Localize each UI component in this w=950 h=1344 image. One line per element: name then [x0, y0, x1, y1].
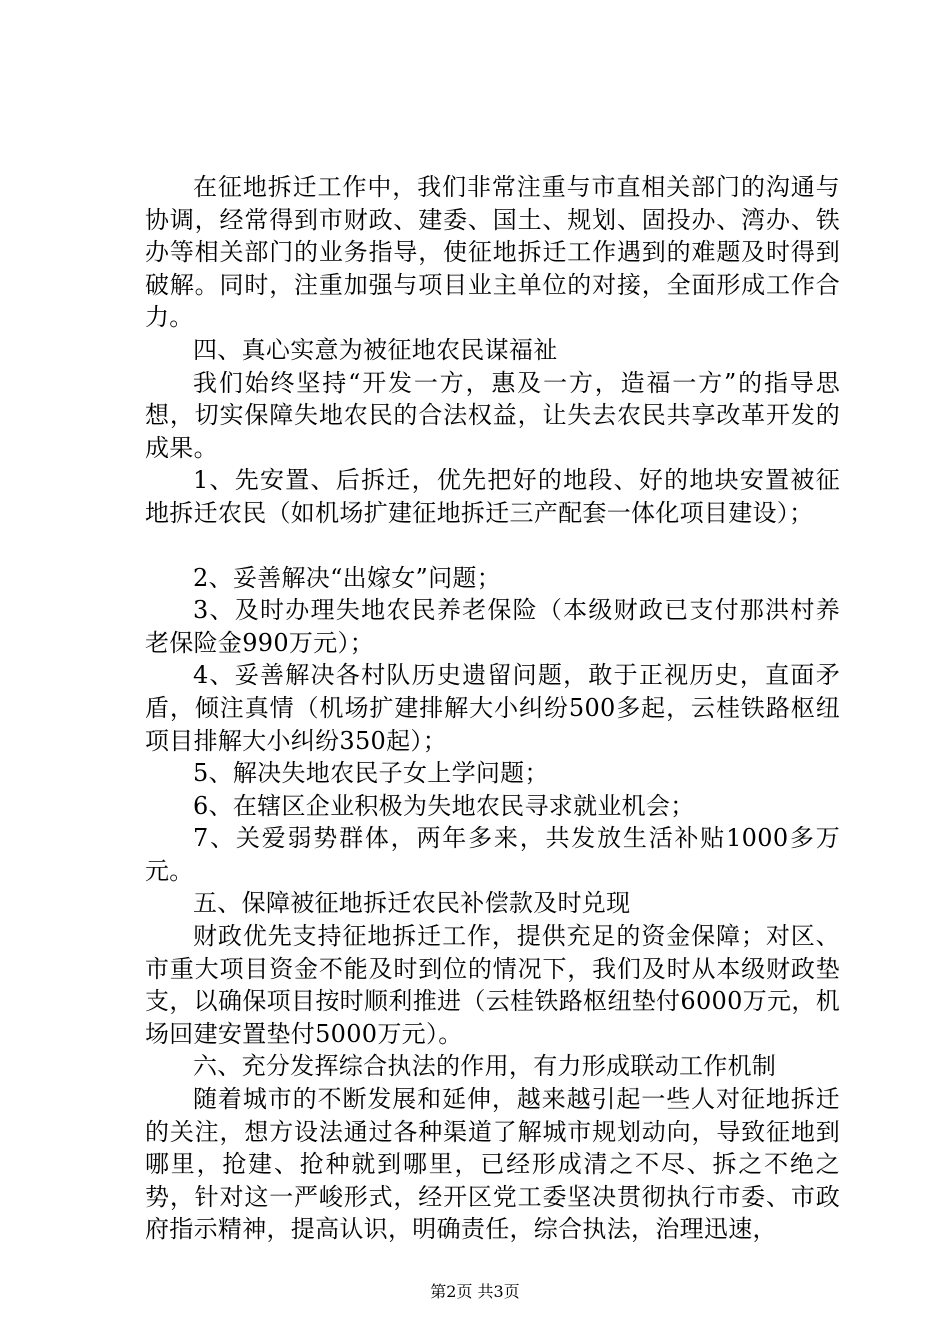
paragraph-guiding-thought: 我们始终坚持“开发一方，惠及一方，造福一方”的指导思想，切实保障失地农民的合法权益，让失去农民共享改革开发的成果。 — [145, 368, 840, 462]
section-heading-five: 五、保障被征地拆迁农民补偿款及时兑现 — [193, 889, 631, 918]
paragraph-coordination: 在征地拆迁工作中，我们非常注重与市直相关部门的沟通与协调，经常得到市财政、建委、国土、规划、固投办、湾办、铁办等相关部门的业务指导，使征地拆迁工作遇到的难题及时得到破解。同时，注重加强与项目业主单位的对接，全面形成工作合力。 — [145, 173, 840, 332]
section-heading-four: 四、真心实意为被征地农民谋福祉 — [193, 335, 558, 364]
list-item-6: 6、在辖区企业积极为失地农民寻求就业机会； — [193, 791, 695, 820]
list-item-3: 3、及时办理失地农民养老保险（本级财政已支付那洪村养老保险金990万元）； — [145, 596, 840, 657]
section-heading-six: 六、充分发挥综合执法的作用，有力形成联动工作机制 — [193, 1052, 777, 1081]
document-body — [145, 171, 840, 1246]
page-number: 第2页 共3页 — [430, 1282, 520, 1301]
list-item-2: 2、妥善解决“出嫁女”问题； — [193, 563, 502, 592]
list-item-7: 7、关爱弱势群体，两年多来，共发放生活补贴1000多万元。 — [145, 824, 840, 885]
paragraph-funding: 财政优先支持征地拆迁工作，提供充足的资金保障；对区、市重大项目资金不能及时到位的情况下，我们及时从本级财政垫支，以确保项目按时顺利推进（云桂铁路枢纽垫付6000万元，机场回建安置垫付5000万元）。 — [145, 922, 840, 1048]
paragraph-enforcement: 随着城市的不断发展和延伸，越来越引起一些人对征地拆迁的关注，想方设法通过各种渠道了解城市规划动向，导致征地到哪里，抢建、抢种就到哪里，已经形成清之不尽、拆之不绝之势，针对这一严峻形式，经开区党工委坚决贯彻执行市委、市政府指示精神，提高认识，明确责任，综合执法，治理迅速， — [145, 1085, 840, 1244]
list-item-1: 1、先安置、后拆迁，优先把好的地段、好的地块安置被征地拆迁农民（如机场扩建征地拆迁三产配套一体化项目建设）； — [145, 466, 840, 527]
list-item-4: 4、妥善解决各村队历史遗留问题，敢于正视历史，直面矛盾，倾注真情（机场扩建排解大小纠纷500多起，云桂铁路枢纽项目排解大小纠纷350起）； — [145, 661, 840, 755]
list-item-5: 5、解决失地农民子女上学问题； — [193, 759, 549, 788]
